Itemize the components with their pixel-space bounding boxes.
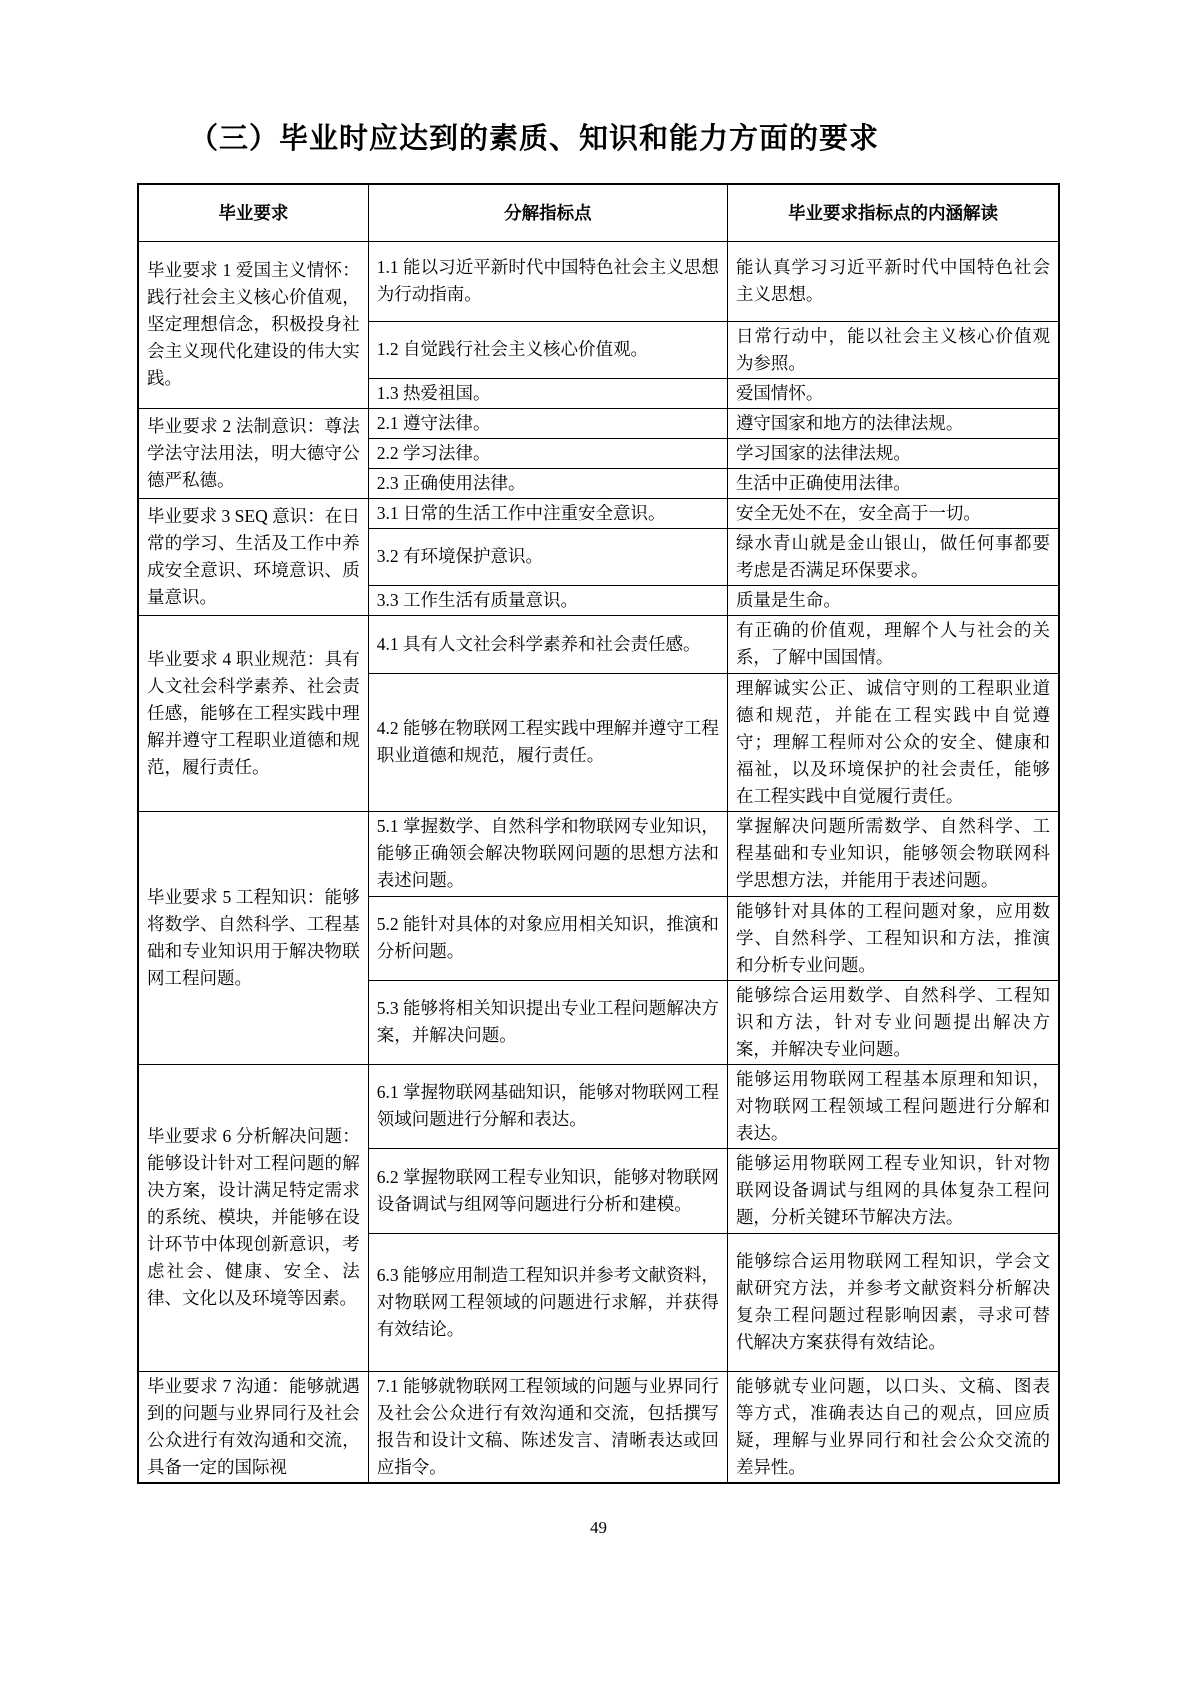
indicator-cell: 1.1 能以习近平新时代中国特色社会主义思想为行动指南。 [368, 241, 727, 321]
table-row [138, 241, 1059, 321]
indicator-cell: 3.3 工作生活有质量意识。 [368, 585, 727, 615]
requirement-cell: 毕业要求 2 法制意识：尊法学法守法用法，明大德守公德严私德。 [138, 408, 368, 498]
interpretation-cell: 遵守国家和地方的法律法规。 [727, 408, 1059, 438]
header-row [138, 184, 1059, 242]
table-row [138, 408, 1059, 438]
indicator-cell: 3.1 日常的生活工作中注重安全意识。 [368, 498, 727, 528]
page-title: （三）毕业时应达到的素质、知识和能力方面的要求 [189, 123, 880, 155]
interpretation-cell: 安全无处不在，安全高于一切。 [727, 498, 1059, 528]
requirements-table [137, 183, 1060, 1485]
indicator-cell: 2.1 遵守法律。 [368, 408, 727, 438]
interpretation-cell: 能够综合运用数学、自然科学、工程知识和方法，针对专业问题提出解决方案，并解决专业问题。 [727, 980, 1059, 1064]
indicator-cell: 6.1 掌握物联网基础知识，能够对物联网工程领域问题进行分解和表达。 [368, 1064, 727, 1148]
table-row [138, 1064, 1059, 1148]
interpretation-cell: 能够针对具体的工程问题对象，应用数学、自然科学、工程知识和方法，推演和分析专业问题。 [727, 896, 1059, 980]
indicator-cell: 4.1 具有人文社会科学素养和社会责任感。 [368, 615, 727, 673]
interpretation-cell: 质量是生命。 [727, 585, 1059, 615]
table-row [138, 615, 1059, 673]
interpretation-cell: 能够综合运用物联网工程知识，学会文献研究方法，并参考文献资料分析解决复杂工程问题过程影响因素，寻求可替代解决方案获得有效结论。 [727, 1233, 1059, 1371]
indicator-cell: 5.3 能够将相关知识提出专业工程问题解决方案，并解决问题。 [368, 980, 727, 1064]
indicator-cell: 5.2 能针对具体的对象应用相关知识，推演和分析问题。 [368, 896, 727, 980]
indicator-cell: 6.3 能够应用制造工程知识并参考文献资料，对物联网工程领域的问题进行求解，并获得有效结论。 [368, 1233, 727, 1371]
indicator-cell: 1.2 自觉践行社会主义核心价值观。 [368, 321, 727, 378]
interpretation-cell: 能够运用物联网工程基本原理和知识，对物联网工程领域工程问题进行分解和表达。 [727, 1064, 1059, 1148]
interpretation-cell: 能够就专业问题，以口头、文稿、图表等方式，准确表达自己的观点，回应质疑，理解与业界同行和社会公众交流的差异性。 [727, 1371, 1059, 1483]
indicator-cell: 5.1 掌握数学、自然科学和物联网专业知识，能够正确领会解决物联网问题的思想方法和表述问题。 [368, 811, 727, 896]
interpretation-cell: 日常行动中，能以社会主义核心价值观为参照。 [727, 321, 1059, 378]
table-row [138, 1371, 1059, 1483]
indicator-cell: 2.2 学习法律。 [368, 438, 727, 468]
indicator-cell: 7.1 能够就物联网工程领域的问题与业界同行及社会公众进行有效沟通和交流，包括撰写报告和设计文稿、陈述发言、清晰表达或回应指令。 [368, 1371, 727, 1483]
requirement-cell: 毕业要求 1 爱国主义情怀：践行社会主义核心价值观，坚定理想信念，积极投身社会主义现代化建设的伟大实践。 [138, 241, 368, 408]
column-header-indicator: 分解指标点 [368, 184, 727, 242]
interpretation-cell: 有正确的价值观，理解个人与社会的关系，了解中国国情。 [727, 615, 1059, 673]
page-number: 49 [590, 1518, 607, 1538]
document-page [137, 0, 1060, 1538]
indicator-cell: 6.2 掌握物联网工程专业知识，能够对物联网设备调试与组网等问题进行分析和建模。 [368, 1148, 727, 1233]
table-row [138, 811, 1059, 896]
interpretation-cell: 能认真学习习近平新时代中国特色社会主义思想。 [727, 241, 1059, 321]
requirement-cell: 毕业要求 5 工程知识：能够将数学、自然科学、工程基础和专业知识用于解决物联网工程问题。 [138, 811, 368, 1064]
indicator-cell: 2.3 正确使用法律。 [368, 468, 727, 498]
table-row [138, 498, 1059, 528]
interpretation-cell: 理解诚实公正、诚信守则的工程职业道德和规范，并能在工程实践中自觉遵守；理解工程师对公众的安全、健康和福祉，以及环境保护的社会责任，能够在工程实践中自觉履行责任。 [727, 673, 1059, 811]
interpretation-cell: 能够运用物联网工程专业知识，针对物联网设备调试与组网的具体复杂工程问题，分析关键环节解决方法。 [727, 1148, 1059, 1233]
requirement-cell: 毕业要求 7 沟通：能够就遇到的问题与业界同行及社会公众进行有效沟通和交流，具备一定的国际视 [138, 1371, 368, 1483]
indicator-cell: 1.3 热爱祖国。 [368, 378, 727, 408]
requirement-cell: 毕业要求 3 SEQ 意识：在日常的学习、生活及工作中养成安全意识、环境意识、质量意识。 [138, 498, 368, 615]
requirement-cell: 毕业要求 4 职业规范：具有人文社会科学素养、社会责任感，能够在工程实践中理解并遵守工程职业道德和规范，履行责任。 [138, 615, 368, 811]
interpretation-cell: 生活中正确使用法律。 [727, 468, 1059, 498]
interpretation-cell: 爱国情怀。 [727, 378, 1059, 408]
column-header-interpretation: 毕业要求指标点的内涵解读 [727, 184, 1059, 242]
column-header-requirement: 毕业要求 [138, 184, 368, 242]
requirement-cell: 毕业要求 6 分析解决问题：能够设计针对工程问题的解决方案，设计满足特定需求的系统、模块，并能够在设计环节中体现创新意识，考虑社会、健康、安全、法律、文化以及环境等因素。 [138, 1064, 368, 1371]
indicator-cell: 4.2 能够在物联网工程实践中理解并遵守工程职业道德和规范，履行责任。 [368, 673, 727, 811]
interpretation-cell: 掌握解决问题所需数学、自然科学、工程基础和专业知识，能够领会物联网科学思想方法，并能用于表述问题。 [727, 811, 1059, 896]
indicator-cell: 3.2 有环境保护意识。 [368, 528, 727, 585]
interpretation-cell: 绿水青山就是金山银山，做任何事都要考虑是否满足环保要求。 [727, 528, 1059, 585]
interpretation-cell: 学习国家的法律法规。 [727, 438, 1059, 468]
